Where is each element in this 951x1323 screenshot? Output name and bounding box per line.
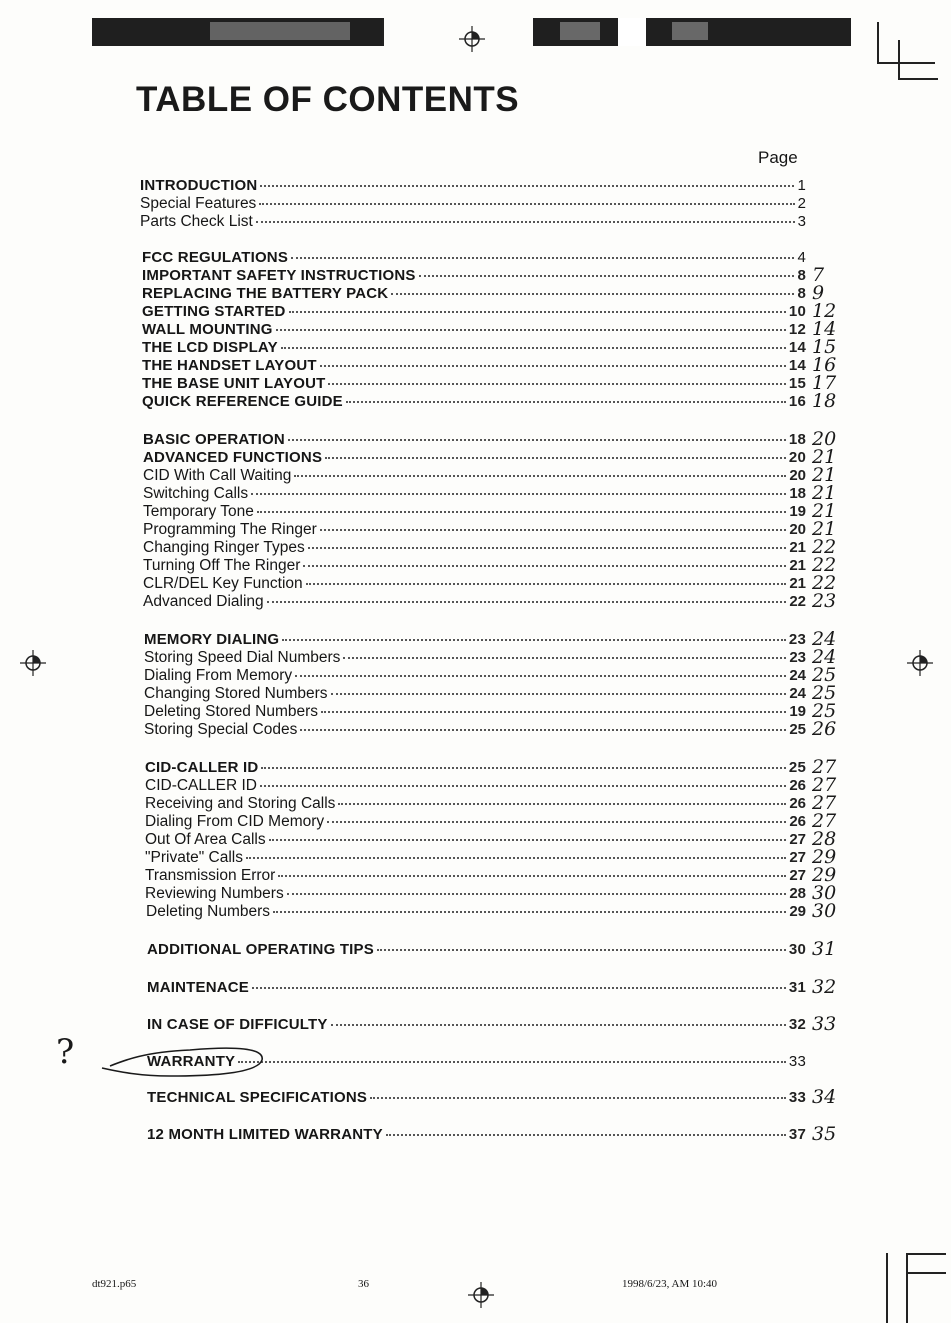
- crop-mark: [877, 62, 935, 64]
- toc-entry-label: Switching Calls: [143, 485, 249, 502]
- toc-entry-label: ADVANCED FUNCTIONS: [143, 449, 323, 466]
- crop-mark: [906, 1253, 946, 1255]
- toc-entry: [143, 449, 806, 467]
- toc-entry: [143, 503, 806, 521]
- dot-leader: [251, 493, 786, 495]
- toc-entry-page: 15: [788, 375, 806, 392]
- toc-entry-page: 33: [788, 1089, 806, 1106]
- toc-entry: [142, 303, 806, 321]
- toc-entry: [147, 1089, 806, 1107]
- toc-entry: [147, 941, 806, 959]
- toc-entry-label: IN CASE OF DIFFICULTY: [147, 1016, 328, 1033]
- dot-leader: [252, 987, 786, 989]
- toc-entry-label: TECHNICAL SPECIFICATIONS: [147, 1089, 368, 1106]
- dot-leader: [261, 767, 785, 769]
- toc-entry-label: IMPORTANT SAFETY INSTRUCTIONS: [142, 267, 416, 284]
- toc-entry-page: 10: [788, 303, 806, 320]
- dot-leader: [346, 401, 786, 403]
- toc-entry-label: Storing Speed Dial Numbers: [144, 649, 341, 666]
- toc-entry-page: 27: [789, 849, 806, 866]
- handwritten-page-correction: 22: [812, 572, 837, 594]
- dot-leader: [287, 893, 787, 895]
- warranty-annotation-loop: [50, 1030, 280, 1090]
- toc-entry-page: 32: [788, 1016, 806, 1033]
- handwritten-page-correction: 7: [812, 264, 825, 286]
- toc-entry-label: WALL MOUNTING: [142, 321, 273, 338]
- handwritten-page-correction: 25: [812, 700, 837, 722]
- crop-tick: [382, 18, 384, 46]
- toc-entry-page: 25: [789, 721, 806, 738]
- toc-entry-page: 26: [789, 795, 806, 812]
- registration-mark-icon: [905, 648, 935, 678]
- toc-entry-page: 12: [788, 321, 806, 338]
- toc-entry-page: 18: [789, 485, 806, 502]
- toc-entry-label: Storing Special Codes: [144, 721, 298, 738]
- dot-leader: [391, 293, 794, 295]
- toc-entry-page: 29: [789, 903, 806, 920]
- handwritten-page-correction: 31: [812, 938, 837, 960]
- dot-leader: [306, 583, 787, 585]
- handwritten-page-correction: 29: [812, 846, 837, 868]
- handwritten-page-correction: 30: [812, 900, 837, 922]
- toc-entry: [140, 213, 806, 231]
- toc-entry-page: 25: [788, 759, 806, 776]
- toc-entry-page: 8: [797, 285, 806, 302]
- toc-entry: [142, 249, 806, 267]
- toc-entry: [147, 979, 806, 997]
- toc-entry-label: GETTING STARTED: [142, 303, 286, 320]
- toc-entry-label: BASIC OPERATION: [143, 431, 285, 448]
- dot-leader: [370, 1097, 786, 1099]
- toc-entry-label: FCC REGULATIONS: [142, 249, 289, 266]
- handwritten-page-correction: 27: [812, 756, 837, 778]
- toc-entry-page: 3: [797, 213, 806, 230]
- dot-leader: [338, 803, 786, 805]
- handwritten-page-correction: 25: [812, 682, 837, 704]
- toc-entry: [140, 177, 806, 195]
- dot-leader: [320, 529, 787, 531]
- handwritten-page-correction: 9: [812, 282, 825, 304]
- toc-entry: [144, 721, 806, 739]
- handwritten-page-correction: 15: [812, 336, 837, 358]
- toc-entry-page: 19: [789, 703, 806, 720]
- toc-entry-label: CID-CALLER ID: [145, 777, 257, 794]
- dot-leader: [331, 1024, 786, 1026]
- dot-leader: [288, 439, 786, 441]
- handwritten-page-correction: 22: [812, 554, 837, 576]
- toc-entry: [143, 431, 806, 449]
- toc-entry-label: Temporary Tone: [143, 503, 254, 520]
- dot-leader: [269, 839, 787, 841]
- toc-entry-label: WARRANTY: [147, 1053, 236, 1070]
- toc-entry-page: 18: [788, 431, 806, 448]
- toc-entry-page: 23: [789, 649, 806, 666]
- toc-entry: [145, 795, 806, 813]
- handwritten-page-correction: 21: [812, 518, 837, 540]
- handwritten-page-correction: 32: [812, 976, 837, 998]
- toc-entry-page: 2: [797, 195, 806, 212]
- toc-entry: [145, 831, 806, 849]
- dot-leader: [246, 857, 786, 859]
- registration-mark-icon: [457, 24, 487, 54]
- handwritten-page-correction: 29: [812, 864, 837, 886]
- toc-entry-label: MEMORY DIALING: [144, 631, 280, 648]
- toc-entry-label: Transmission Error: [145, 867, 276, 884]
- toc-entry: [143, 575, 806, 593]
- footer-filename: dt921.p65: [92, 1278, 137, 1290]
- toc-entry: [147, 1126, 806, 1144]
- toc-entry: [145, 759, 806, 777]
- footer-timestamp: 1998/6/23, AM 10:40: [622, 1278, 718, 1290]
- handwritten-page-correction: 27: [812, 792, 837, 814]
- toc-entry-label: Deleting Numbers: [146, 903, 271, 920]
- handwritten-page-correction: 20: [812, 428, 837, 450]
- toc-entry-label: Out Of Area Calls: [145, 831, 266, 848]
- handwritten-page-correction: 28: [812, 828, 837, 850]
- dot-leader: [278, 875, 786, 877]
- dot-leader: [267, 601, 787, 603]
- toc-entry: [145, 885, 806, 903]
- handwritten-page-correction: 24: [812, 646, 837, 668]
- crop-mark: [906, 1272, 946, 1274]
- handwritten-page-correction: 22: [812, 536, 837, 558]
- toc-entry-label: THE BASE UNIT LAYOUT: [142, 375, 326, 392]
- toc-entry: [142, 267, 806, 285]
- handwritten-page-correction: 21: [812, 446, 837, 468]
- toc-entry-label: QUICK REFERENCE GUIDE: [142, 393, 343, 410]
- dot-leader: [289, 311, 786, 313]
- handwritten-page-correction: 16: [812, 354, 837, 376]
- toc-entry: [142, 339, 806, 357]
- toc-entry: [143, 485, 806, 503]
- toc-entry: [143, 539, 806, 557]
- toc-entry-page: 23: [788, 631, 806, 648]
- toc-entry-page: 28: [789, 885, 806, 902]
- dot-leader: [282, 639, 786, 641]
- dot-leader: [281, 347, 786, 349]
- toc-entry: [142, 321, 806, 339]
- dot-leader: [294, 475, 786, 477]
- dot-leader: [377, 949, 786, 951]
- toc-entry-page: 27: [789, 867, 806, 884]
- dot-leader: [276, 329, 786, 331]
- toc-entry-label: INTRODUCTION: [140, 177, 258, 194]
- toc-entry-page: 30: [788, 941, 806, 958]
- toc-entry: [142, 357, 806, 375]
- toc-entry: [143, 593, 806, 611]
- toc-entry: [144, 631, 806, 649]
- crop-mark: [886, 1253, 888, 1323]
- toc-entry: [142, 375, 806, 393]
- dot-leader: [291, 257, 794, 259]
- toc-entry: [144, 703, 806, 721]
- toc-entry-label: Reviewing Numbers: [145, 885, 284, 902]
- handwritten-page-correction: 35: [812, 1123, 837, 1145]
- toc-entry: [144, 685, 806, 703]
- toc-entry-label: CID With Call Waiting: [143, 467, 292, 484]
- crop-mark: [898, 78, 938, 80]
- toc-entry-label: Deleting Stored Numbers: [144, 703, 319, 720]
- toc-entry-label: MAINTENACE: [147, 979, 249, 996]
- handwritten-page-correction: 25: [812, 664, 837, 686]
- toc-entry-label: THE HANDSET LAYOUT: [142, 357, 317, 374]
- handwritten-page-correction: 30: [812, 882, 837, 904]
- dot-leader: [256, 221, 795, 223]
- crop-mark: [877, 22, 879, 64]
- toc-entry-label: "Private" Calls: [145, 849, 244, 866]
- handwritten-page-correction: 24: [812, 628, 837, 650]
- handwritten-page-correction: 14: [812, 318, 837, 340]
- dot-leader: [273, 911, 786, 913]
- toc-entry-label: Receiving and Storing Calls: [145, 795, 336, 812]
- registration-bar-gap: [618, 18, 646, 46]
- toc-entry-label: Dialing From CID Memory: [145, 813, 325, 830]
- toc-entry-page: 22: [789, 593, 806, 610]
- registration-bar-texture: [210, 22, 350, 40]
- toc-entry-page: 20: [788, 449, 806, 466]
- handwritten-page-correction: 26: [812, 718, 837, 740]
- toc-entry-page: 27: [789, 831, 806, 848]
- toc-entry: [145, 777, 806, 795]
- toc-entry: [140, 195, 806, 213]
- toc-entry: [144, 649, 806, 667]
- toc-entry-label: CID-CALLER ID: [145, 759, 259, 776]
- dot-leader: [320, 365, 786, 367]
- toc-entry-page: 31: [788, 979, 806, 996]
- toc-entry-page: 21: [789, 539, 806, 556]
- handwritten-page-correction: 34: [812, 1086, 837, 1108]
- toc-entry-label: Turning Off The Ringer: [143, 557, 301, 574]
- registration-bar-texture: [560, 22, 600, 40]
- handwritten-page-correction: 23: [812, 590, 837, 612]
- toc-entry-page: 1: [797, 177, 806, 194]
- toc-entry-page: 24: [789, 685, 806, 702]
- dot-leader: [343, 657, 786, 659]
- dot-leader: [308, 547, 787, 549]
- toc-entry: [142, 393, 806, 411]
- toc-entry: [144, 667, 806, 685]
- dot-leader: [259, 203, 794, 205]
- toc-entry-label: CLR/DEL Key Function: [143, 575, 303, 592]
- toc-entry: [142, 285, 806, 303]
- dot-leader: [419, 275, 795, 277]
- dot-leader: [327, 821, 786, 823]
- handwritten-page-correction: 27: [812, 810, 837, 832]
- dot-leader: [303, 565, 786, 567]
- handwritten-page-correction: 21: [812, 482, 837, 504]
- handwritten-page-correction: 21: [812, 500, 837, 522]
- toc-entry-page: 8: [797, 267, 806, 284]
- handwritten-page-correction: 17: [812, 372, 837, 394]
- toc-entry-label: Parts Check List: [140, 213, 253, 230]
- toc-entry-page: 33: [788, 1053, 806, 1070]
- handwritten-page-correction: 27: [812, 774, 837, 796]
- toc-entry-page: 14: [788, 339, 806, 356]
- toc-entry-label: Changing Ringer Types: [143, 539, 305, 556]
- dot-leader: [260, 785, 786, 787]
- toc-entry: [145, 867, 806, 885]
- toc-entry: [143, 521, 806, 539]
- toc-entry-page: 24: [789, 667, 806, 684]
- toc-entry-page: 20: [789, 521, 806, 538]
- dot-leader: [328, 383, 785, 385]
- page-title: TABLE OF CONTENTS: [136, 80, 520, 119]
- handwritten-page-correction: 12: [812, 300, 837, 322]
- toc-entry-page: 16: [788, 393, 806, 410]
- handwritten-page-correction: 21: [812, 464, 837, 486]
- toc-entry-page: 37: [788, 1126, 806, 1143]
- toc-entry-page: 26: [789, 813, 806, 830]
- toc-entry-page: 26: [789, 777, 806, 794]
- toc-entry-label: ADDITIONAL OPERATING TIPS: [147, 941, 374, 958]
- toc-entry: [143, 467, 806, 485]
- dot-leader: [300, 729, 786, 731]
- registration-mark-icon: [466, 1280, 496, 1310]
- toc-entry-label: Programming The Ringer: [143, 521, 317, 538]
- toc-entry-page: 19: [789, 503, 806, 520]
- footer-page-number: 36: [358, 1278, 369, 1290]
- toc-entry-label: Advanced Dialing: [143, 593, 264, 610]
- dot-leader: [257, 511, 786, 513]
- handwritten-page-correction: 18: [812, 390, 837, 412]
- toc-entry: [145, 813, 806, 831]
- toc-entry: [146, 903, 806, 921]
- toc-entry-page: 4: [797, 249, 806, 266]
- toc-entry-page: 21: [789, 557, 806, 574]
- registration-mark-icon: [18, 648, 48, 678]
- toc-entry-label: THE LCD DISPLAY: [142, 339, 278, 356]
- registration-bar-texture: [672, 22, 708, 40]
- dot-leader: [295, 675, 786, 677]
- dot-leader: [331, 693, 787, 695]
- toc-entry: [143, 557, 806, 575]
- toc-entry-page: 21: [789, 575, 806, 592]
- toc-entry-label: 12 MONTH LIMITED WARRANTY: [147, 1126, 383, 1143]
- dot-leader: [321, 711, 786, 713]
- toc-entry-page: 14: [788, 357, 806, 374]
- dot-leader: [238, 1061, 786, 1063]
- handwritten-page-correction: 33: [812, 1013, 837, 1035]
- toc-entry-label: Special Features: [140, 195, 257, 212]
- crop-mark: [898, 40, 900, 80]
- dot-leader: [260, 185, 794, 187]
- dot-leader: [386, 1134, 786, 1136]
- page-column-label: Page: [758, 148, 798, 167]
- crop-mark: [906, 1253, 908, 1323]
- margin-question-mark: ?: [56, 1032, 75, 1072]
- toc-entry-label: Dialing From Memory: [144, 667, 293, 684]
- toc-entry: [145, 849, 806, 867]
- toc-entry-page: 20: [789, 467, 806, 484]
- toc-entry-label: REPLACING THE BATTERY PACK: [142, 285, 389, 302]
- toc-entry-label: Changing Stored Numbers: [144, 685, 328, 702]
- dot-leader: [325, 457, 786, 459]
